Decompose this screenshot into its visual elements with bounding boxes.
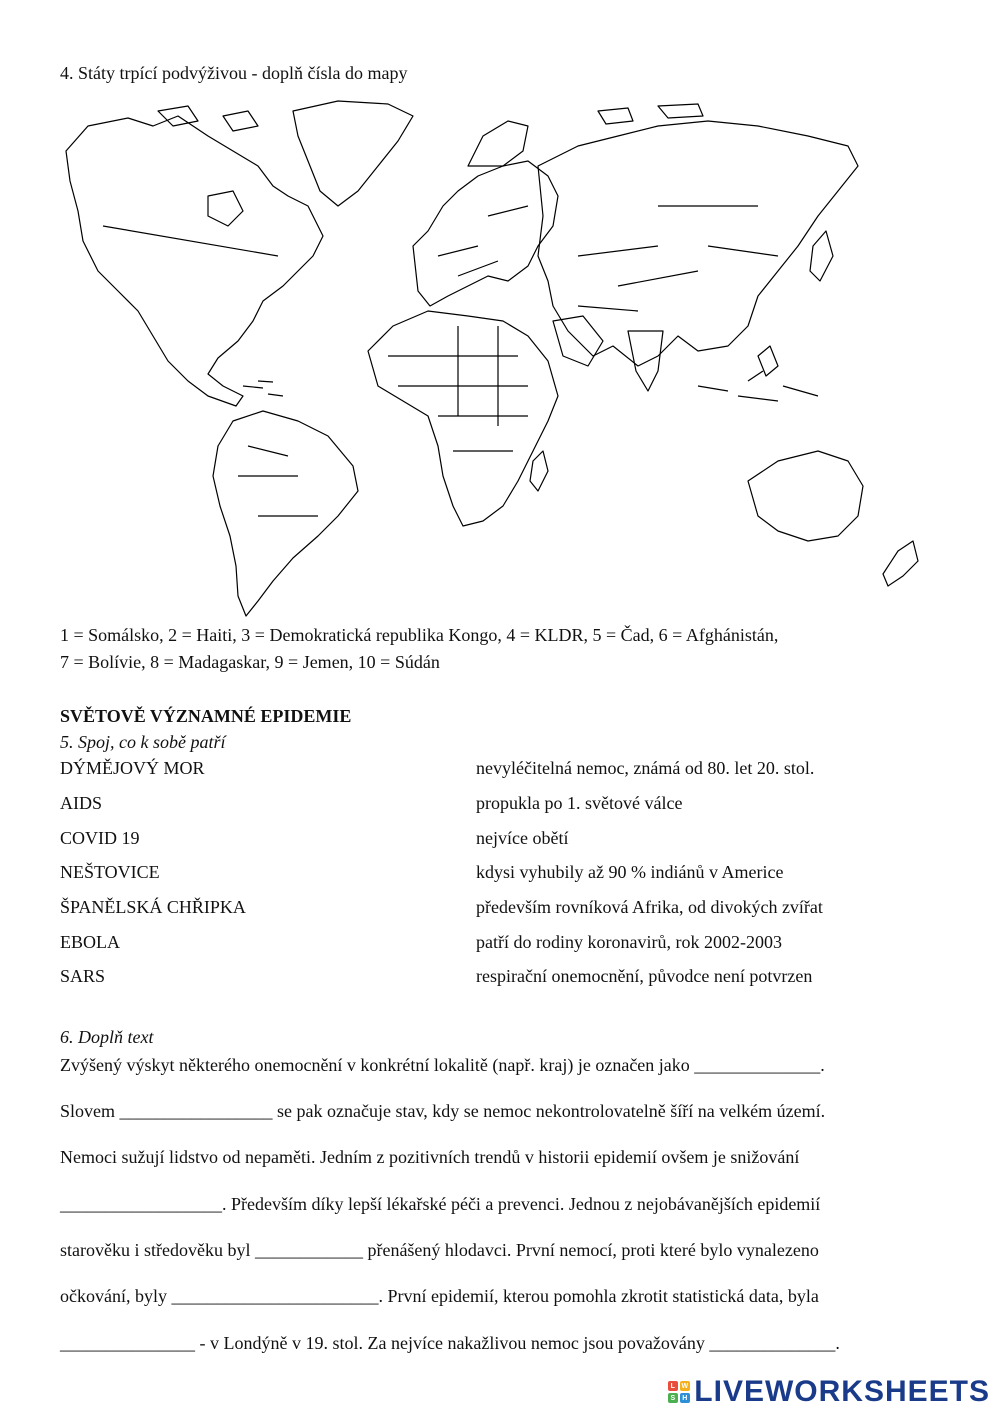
map-scandinavia <box>468 121 528 166</box>
fill-text-line[interactable]: starověku i středověku byl ____________ přenášený hlodavci. První nemocí, proti které bylo vynalezeno <box>60 1240 819 1260</box>
map-legend-line-2: 7 = Bolívie, 8 = Madagaskar, 9 = Jemen, 10 = Súdán <box>60 652 440 672</box>
map-south-america <box>213 411 358 616</box>
map-greenland <box>293 101 413 206</box>
map-asia <box>538 121 858 366</box>
match-left-item[interactable]: ŠPANĚLSKÁ CHŘIPKA <box>60 897 246 917</box>
fill-text-line[interactable]: Zvýšený výskyt některého onemocnění v konkrétní lokalitě (např. kraj) je označen jako ______________. <box>60 1055 825 1075</box>
logo-block: L <box>668 1381 678 1391</box>
match-left-item[interactable]: COVID 19 <box>60 828 140 848</box>
match-right-item[interactable]: nejvíce obětí <box>476 828 569 848</box>
map-africa <box>368 311 558 526</box>
match-right-item[interactable]: respirační onemocnění, původce není potvrzen <box>476 966 813 986</box>
task5-title: 5. Spoj, co k sobě patří <box>60 732 226 752</box>
fill-text-line: Nemoci sužují lidstvo od nepaměti. Jedním z pozitivních trendů v historii epidemií ovšem je snižování <box>60 1147 800 1167</box>
map-australia <box>748 451 863 541</box>
map-legend-line-1: 1 = Somálsko, 2 = Haiti, 3 = Demokratická republika Kongo, 4 = KLDR, 5 = Čad, 6 = Afghánistán, <box>60 625 779 645</box>
logo-text: LIVEWORKSHEETS <box>694 1375 990 1408</box>
match-left-item[interactable]: SARS <box>60 966 106 986</box>
fill-text-line[interactable]: očkování, byly _______________________. První epidemií, kterou pomohla zkrotit statistická data, byla <box>60 1286 819 1306</box>
match-left-item[interactable]: EBOLA <box>60 932 120 952</box>
task6-title: 6. Doplň text <box>60 1027 154 1047</box>
map-canada-border <box>103 226 278 256</box>
map-north-america <box>66 116 323 406</box>
fill-text-line[interactable]: Slovem _________________ se pak označuje stav, kdy se nemoc nekontrolovatelně šíří na velkém území. <box>60 1101 826 1121</box>
fill-text-line[interactable]: __________________. Především díky lepší lékařské péči a prevenci. Jednou z nejobávanějších epidemií <box>60 1194 821 1214</box>
section-title: SVĚTOVĚ VÝZNAMNÉ EPIDEMIE <box>60 706 352 726</box>
liveworksheets-logo <box>668 1375 990 1409</box>
logo-blocks-icon <box>668 1381 690 1403</box>
map-indonesia <box>698 371 818 401</box>
task4-title: 4. Státy trpící podvýživou - doplň čísla do mapy <box>60 63 408 83</box>
match-right-item[interactable]: patří do rodiny koronavirů, rok 2002-2003 <box>476 932 782 952</box>
logo-block: W <box>681 1382 690 1390</box>
map-new-zealand <box>883 541 918 586</box>
match-left-item[interactable]: DÝMĚJOVÝ MOR <box>60 758 205 778</box>
match-right-item[interactable]: nevyléčitelná nemoc, známá od 80. let 20. stol. <box>476 758 815 778</box>
match-right-item[interactable]: kdysi vyhubily až 90 % indiánů v Americe <box>476 862 784 882</box>
match-left-item[interactable]: NEŠTOVICE <box>60 862 160 882</box>
map-japan <box>810 231 833 281</box>
match-left-item[interactable]: AIDS <box>60 793 103 813</box>
logo-block: H <box>682 1394 689 1402</box>
map-madagascar <box>530 451 548 491</box>
match-right-item[interactable]: především rovníková Afrika, od divokých zvířat <box>476 897 823 917</box>
map-hudson-bay <box>208 191 243 226</box>
match-right-item[interactable]: propukla po 1. světové válce <box>476 793 683 813</box>
world-map <box>58 96 948 618</box>
map-europe <box>413 161 558 306</box>
map-india <box>628 331 663 391</box>
fill-text-line[interactable]: _______________ - v Londýně v 19. stol. Za nejvíce nakažlivou nemoc jsou považovány ______________. <box>60 1333 840 1353</box>
logo-block: S <box>668 1393 678 1403</box>
